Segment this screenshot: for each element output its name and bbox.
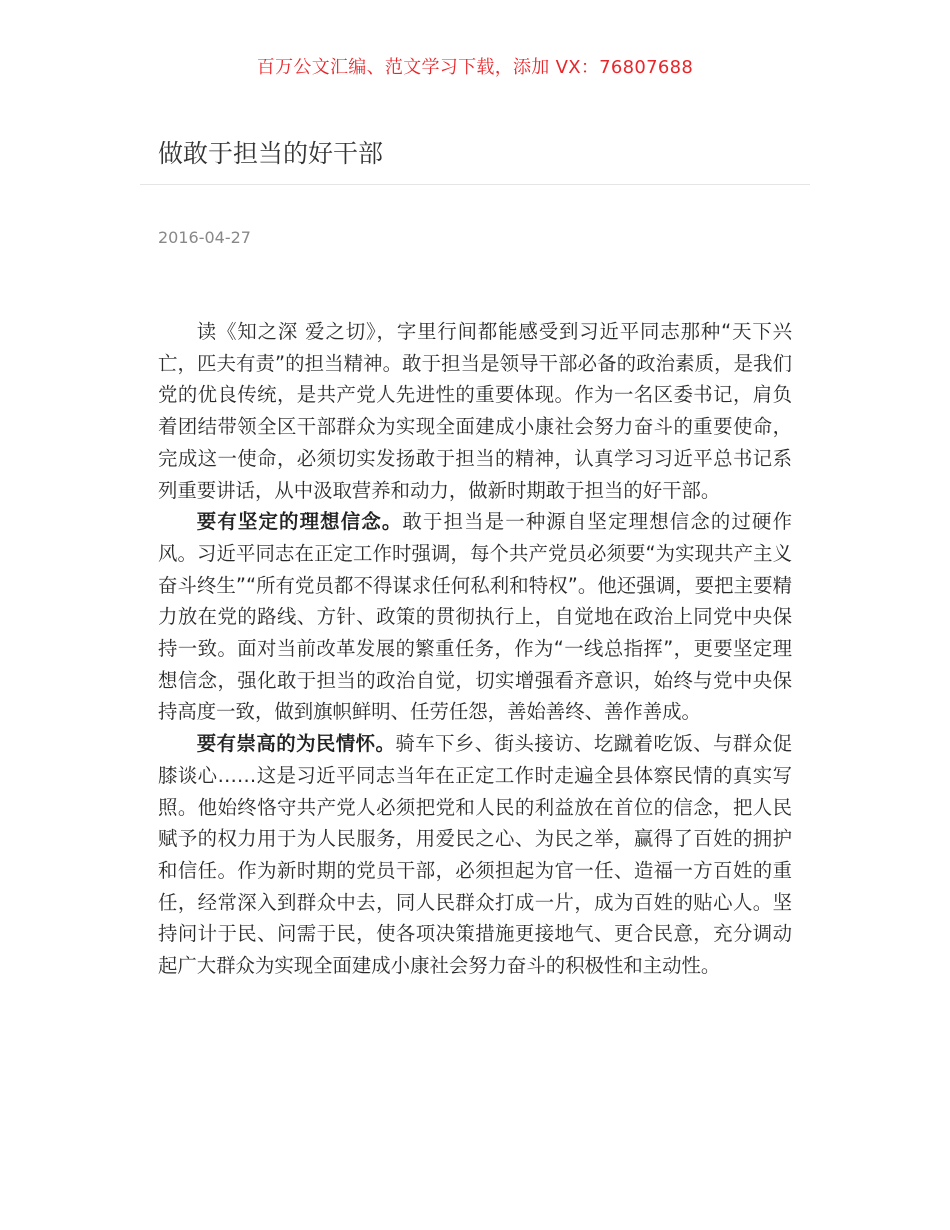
paragraph-text: 骑车下乡、街头接访、圪蹴着吃饭、与群众促膝谈心……这是习近平同志当年在正定工作时走遍全县体察民情的真实写照。他始终恪守共产党人必须把党和人民的利益放在首位的信念，把人民赋予的权力用于为人民服务，用爱民之心、为民之举，赢得了百姓的拥护和信任。作为新时期的党员干部，必须担起为官一任、造福一方百姓的重任，经常深入到群众中去，同人民群众打成一片，成为百姓的贴心人。坚持问计于民、问需于民，使各项决策措施更接地气、更合民意，充分调动起广大群众为实现全面建成小康社会努力奋斗的积极性和主动性。 (158, 732, 793, 978)
publish-date: 2016-04-27 (158, 228, 251, 247)
article-body (158, 316, 792, 982)
article-paragraph (158, 728, 792, 982)
paragraph-text: 读《知之深 爱之切》，字里行间都能感受到习近平同志那种“天下兴亡，匹夫有责”的担当精神。敢于担当是领导干部必备的政治素质，是我们党的优良传统，是共产党人先进性的重要体现。作为一名区委书记，肩负着团结带领全区干部群众为实现全面建成小康社会努力奋斗的重要使命，完成这一使命，必须切实发扬敢于担当的精神，认真学习习近平总书记系列重要讲话，从中汲取营养和动力，做新时期敢于担当的好干部。 (158, 320, 792, 502)
title-divider (140, 184, 810, 185)
paragraph-lead: 要有崇高的为民情怀。 (196, 732, 396, 756)
watermark-text: 百万公文汇编、范文学习下载，添加 VX：76807688 (256, 57, 694, 78)
article-title: 做敢于担当的好干部 (158, 139, 384, 168)
paragraph-text: 敢于担当是一种源自坚定理想信念的过硬作风。习近平同志在正定工作时强调，每个共产党员必须要“为实现共产主义奋斗终生”“所有党员都不得谋求任何私利和特权”。他还强调，要把主要精力放在党的路线、方针、政策的贯彻执行上，自觉地在政治上同党中央保持一致。面对当前改革发展的繁重任务，作为“一线总指挥”，更要坚定理想信念，强化敢于担当的政治自觉，切实增强看齐意识，始终与党中央保持高度一致，做到旗帜鲜明、任劳任怨，善始善终、善作善成。 (158, 510, 793, 724)
article-paragraph (158, 316, 792, 506)
article-paragraph (158, 506, 792, 728)
paragraph-lead: 要有坚定的理想信念。 (196, 510, 403, 534)
